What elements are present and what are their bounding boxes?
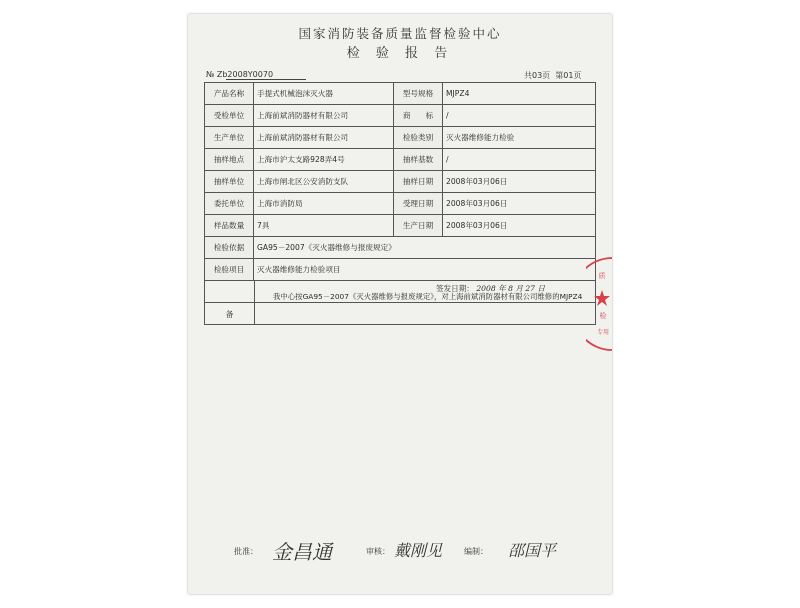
field-value: 上海前斌消防器材有限公司 bbox=[254, 105, 394, 127]
edge-seal-text: 质 bbox=[598, 272, 606, 280]
field-value: 2008年03月06日 bbox=[443, 215, 596, 237]
conclusion-cell: 我中心按GA95－2007《灭火器维修与报废规定》，对上海前斌消防器材有限公司维修的MJPZ4 检验 (检验专用章) 国家消防装备质量监督检验中心 签发日期： 2008 年 8 月 27 日 bbox=[205, 281, 596, 303]
conclusion-divider bbox=[254, 281, 255, 302]
table-row bbox=[205, 193, 596, 215]
report-title: 检 验 报 告 bbox=[346, 46, 454, 61]
report-number-underline bbox=[226, 79, 306, 80]
table-row bbox=[205, 215, 596, 237]
field-label: 样品数量 bbox=[205, 215, 254, 237]
field-label: 抽样基数 bbox=[394, 149, 443, 171]
compile-label: 编制： bbox=[464, 547, 488, 556]
sign-date-label: 签发日期： bbox=[435, 284, 474, 293]
field-label: 受检单位 bbox=[205, 105, 254, 127]
items-value: 灭火器维修能力检验项目 bbox=[254, 259, 596, 281]
field-value: 上海前斌消防器材有限公司 bbox=[254, 127, 394, 149]
field-value: 上海市消防局 bbox=[254, 193, 394, 215]
field-value: 上海市沪太支路928弄4号 bbox=[254, 149, 394, 171]
sign-date-value: 2008 年 8 月 27 日 bbox=[476, 284, 545, 293]
edge-seal-text: 专用 bbox=[596, 329, 610, 336]
table-row bbox=[205, 83, 596, 105]
approve-label: 批准： bbox=[234, 547, 258, 556]
report-number-prefix: № bbox=[206, 70, 215, 79]
edge-seal-text: 检 bbox=[599, 312, 607, 320]
items-label: 检验项目 bbox=[205, 259, 254, 281]
org-title: 国家消防装备质量监督检验中心 bbox=[298, 26, 502, 41]
sign-date bbox=[436, 283, 545, 294]
review-signature: 戴刚见 bbox=[394, 541, 443, 560]
table-row bbox=[205, 171, 596, 193]
field-label: 生产日期 bbox=[394, 215, 443, 237]
field-label: 商 标 bbox=[394, 105, 443, 127]
field-value: / bbox=[443, 105, 596, 127]
remarks-divider bbox=[254, 303, 255, 324]
field-label: 抽样单位 bbox=[205, 171, 254, 193]
report-number bbox=[206, 70, 273, 79]
field-label: 抽样日期 bbox=[394, 171, 443, 193]
report-table bbox=[204, 82, 596, 445]
edge-seal-star-icon bbox=[594, 290, 610, 306]
remarks-row bbox=[205, 303, 596, 325]
table-row bbox=[205, 105, 596, 127]
field-value: MJPZ4 bbox=[443, 83, 596, 105]
remarks-cell bbox=[205, 303, 596, 325]
page-number: 第01页 bbox=[555, 71, 582, 80]
remarks-label-char: 备 bbox=[225, 310, 234, 319]
table-row bbox=[205, 259, 596, 281]
conclusion-row bbox=[205, 281, 596, 303]
edge-seal-stamp bbox=[586, 256, 612, 352]
field-value: 手提式机械泡沫灭火器 bbox=[254, 83, 394, 105]
basis-label: 检验依据 bbox=[205, 237, 254, 259]
report-number-value: Zb2008Y0070 bbox=[216, 70, 274, 79]
field-label: 型号规格 bbox=[394, 83, 443, 105]
review-label: 审核： bbox=[366, 547, 390, 556]
table-row bbox=[205, 237, 596, 259]
table-row bbox=[205, 127, 596, 149]
field-label: 抽样地点 bbox=[205, 149, 254, 171]
field-value: 上海市闸北区公安消防支队 bbox=[254, 171, 394, 193]
table-row bbox=[205, 149, 596, 171]
field-value: 2008年03月06日 bbox=[443, 171, 596, 193]
field-value: 灭火器维修能力检验 bbox=[443, 127, 596, 149]
page-count bbox=[524, 70, 581, 81]
conclusion-text: 我中心按GA95－2007《灭火器维修与报废规定》，对上海前斌消防器材有限公司维修的MJPZ4 bbox=[273, 292, 583, 301]
basis-value: GA95－2007《灭火器维修与报废规定》 bbox=[254, 237, 596, 259]
total-pages: 共03页 bbox=[524, 71, 551, 80]
field-value: / bbox=[443, 149, 596, 171]
approve-signature: 金昌通 bbox=[272, 540, 332, 564]
field-label: 产品名称 bbox=[205, 83, 254, 105]
field-label: 检验类别 bbox=[394, 127, 443, 149]
field-label: 受理日期 bbox=[394, 193, 443, 215]
field-label: 生产单位 bbox=[205, 127, 254, 149]
report-page bbox=[188, 14, 612, 594]
field-label: 委托单位 bbox=[205, 193, 254, 215]
field-value: 7具 bbox=[254, 215, 394, 237]
field-value: 2008年03月06日 bbox=[443, 193, 596, 215]
compile-signature: 邵国平 bbox=[508, 541, 557, 560]
